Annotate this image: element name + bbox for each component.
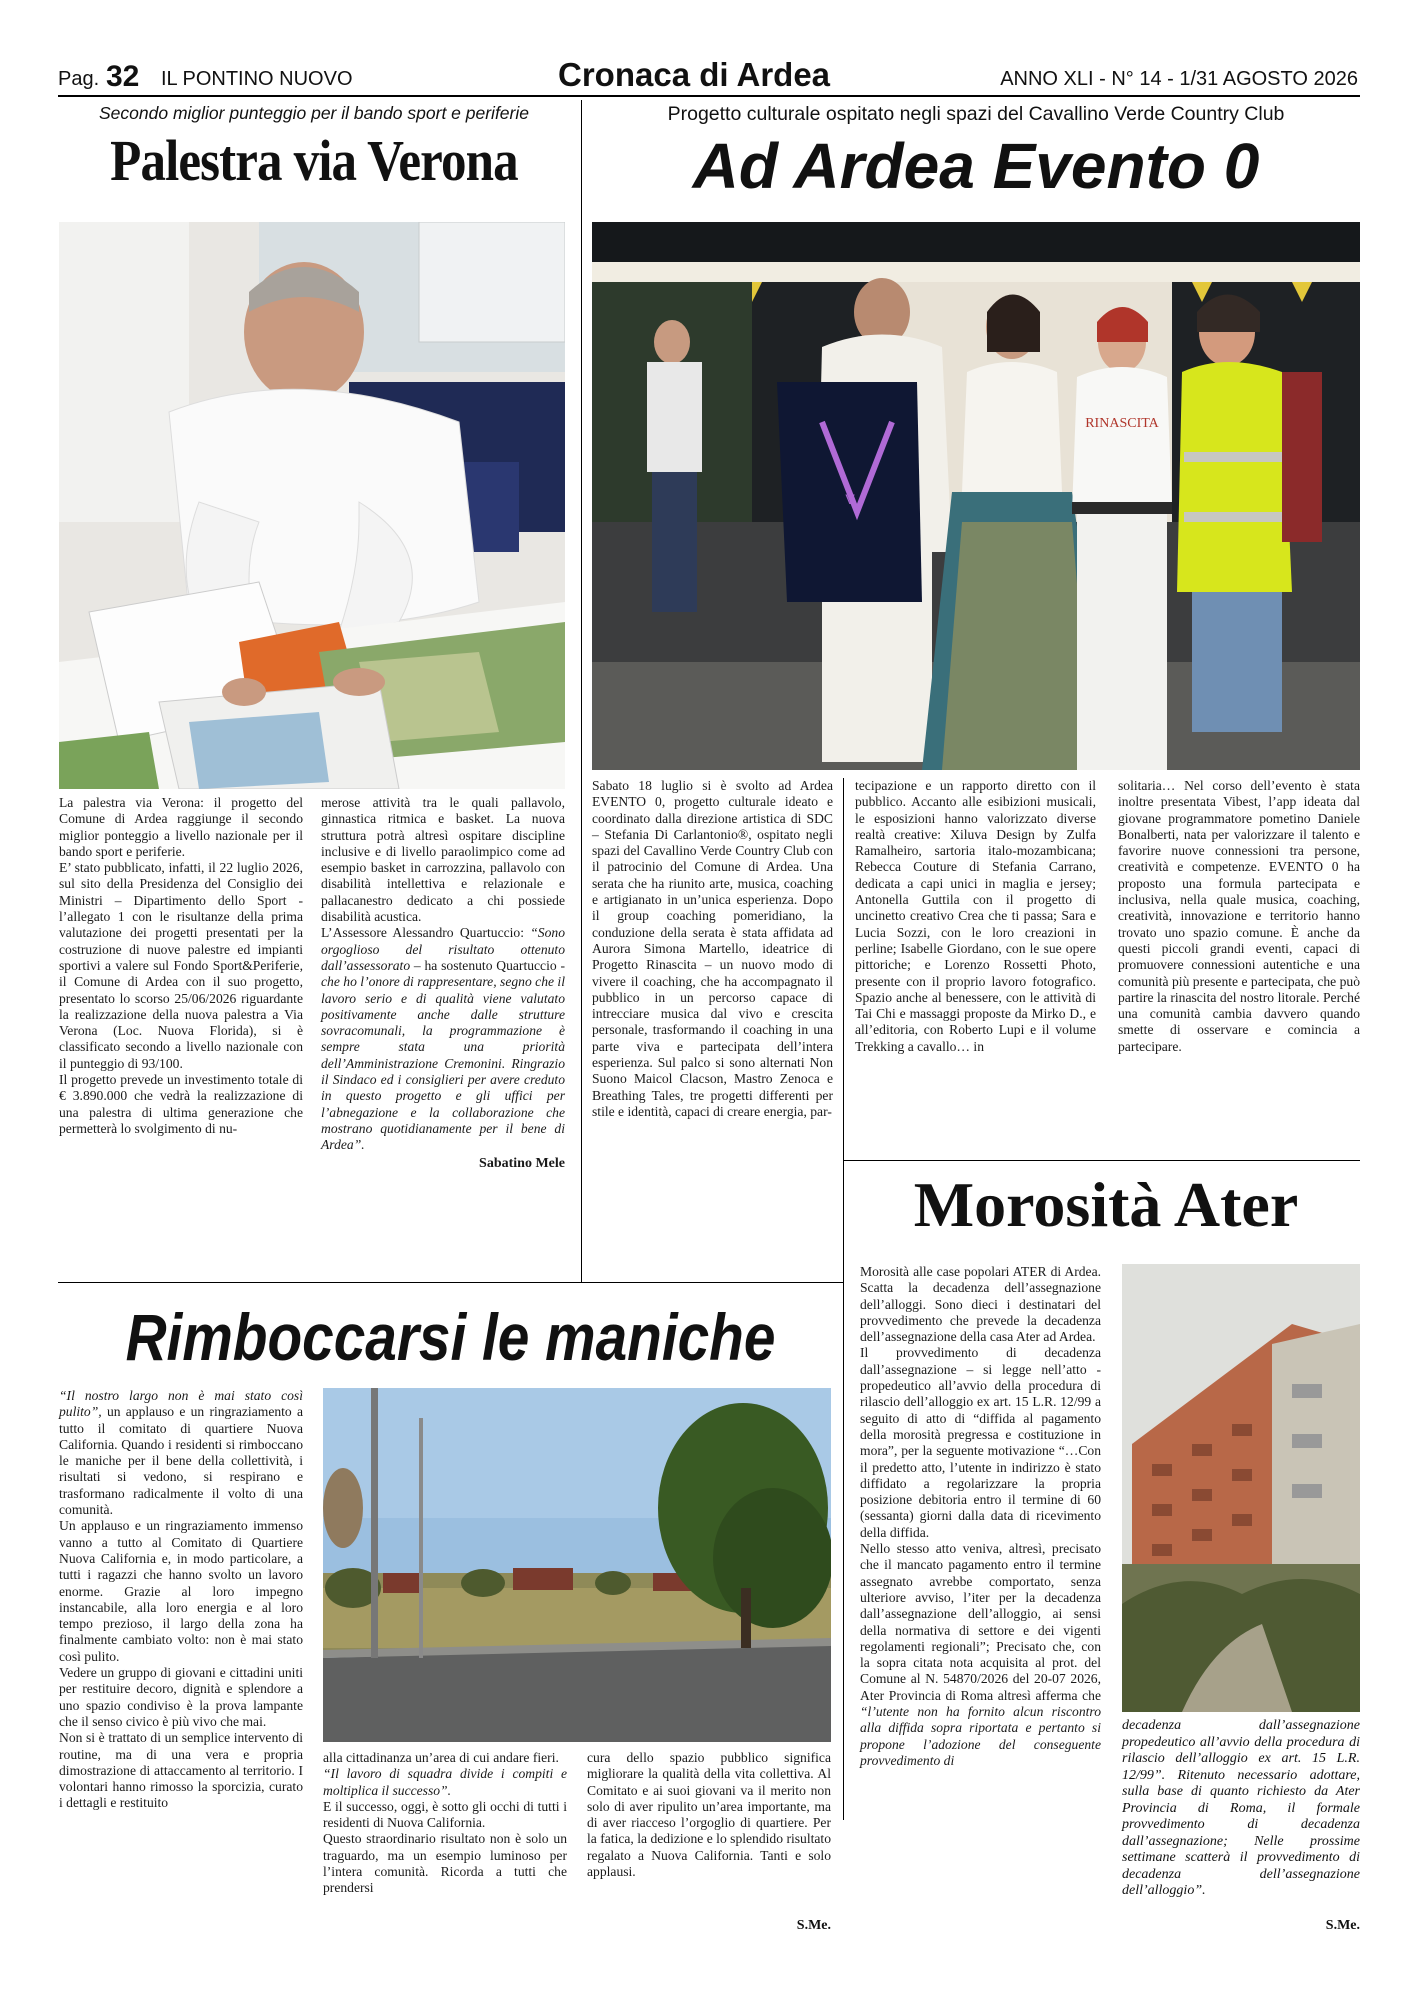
cleaned-park-image (323, 1388, 831, 1742)
rimboccarsi-quote2: “Il lavoro di squadra divide i compiti e moltiplica il successo”. (323, 1766, 567, 1798)
palestra-kicker: Secondo miglior punteggio per il bando sport e periferie (99, 103, 529, 123)
ater-col1-p1: Morosità alle case popolari ATER di Ardea. Scatta la decadenza dell’assegnazione dell’alloggi. Sono dieci i destinatari del provvedimento che prevede la decadenza dell’assegnazione della casa Ater ad Ardea. (860, 1264, 1101, 1345)
rimboccarsi-title: Rimboccarsi le maniche (125, 1300, 776, 1374)
ater-col1-p2: Il provvedimento di decadenza dall’assegnazione – si legge nell’atto - propedeutico all’avvio della procedura di rilascio dell’alloggio ex art. 15 L.R. 12/99 a seguito di atto di “diffida al pagamento della morosità pregressa e costituzione in mora”, per la seguente motivazione “…Con il predetto atto, l’utente in indirizzo è stato diffidato a regolarizzare la propria posizione debitoria entro il termine di 60 (sessanta) giorni dalla data di ricevimento della diffida. (860, 1345, 1101, 1540)
palestra-col1-p2: E’ stato pubblicato, infatti, il 22 luglio 2026, sul sito della Presidenza del Consiglio dei Ministri – Dipartimento dello Sport - l’allegato 1 con le risultanze della prima valutazione dei progetti presentati per la costruzione di nuove palestre ed impianti sportivi a valere sul Fondo Sport&Periferie, il Comune di Ardea con il suo progetto, presentato lo scorso 25/06/2026 riguardante la realizzazione della nuova palestra a Via Verona (Loc. Nuova Florida), si è classificato secondo a livello nazionale con il punteggio di 93/100. (59, 860, 303, 1071)
rimboccarsi-col1-p4: Non si è trattato di un semplice intervento di routine, ma di una vera e propria dimostrazione di attaccamento al territorio. I volontari hanno rimosso la sporcizia, curato i dettagli e restituito (59, 1730, 303, 1811)
page-header (58, 58, 1358, 94)
evento-title: Ad Ardea Evento 0 (692, 130, 1260, 202)
ater-quote: “l’utente non ha fornito alcun riscontro alla diffida sopra riportata e pertanto si propone l’adozione del conseguente provvedimento di (860, 1704, 1101, 1768)
rimboccarsi-photo (323, 1388, 831, 1742)
ater-col1-p3 (860, 1541, 1101, 1769)
tshirt-letter: V (845, 491, 855, 507)
ater-divider (843, 1160, 844, 1820)
event-group-photo-image (592, 222, 1360, 770)
rimboccarsi-col1 (59, 1388, 303, 1812)
palestra-photo (59, 222, 565, 789)
palestra-quote2: che ho l’onore di rappresentare, segno che il lavoro serio e di qualità viene valutato positivamente anche dalle strutture sovracomunali, la programmazione è sempre stata una priorità dell’Amministrazione Cremonini. Ringrazio il Sindaco ed i consiglieri per avere creduto in questo progetto e gli uffici per l’abnegazione e la collaborazione che mostrano quotidianamente per il bene di Ardea”. (321, 974, 565, 1153)
evento-photo (592, 222, 1360, 770)
rimboccarsi-col2-p3: Questo straordinario risultato non è solo un traguardo, ma un esempio luminoso per l’intera comunità. Ricorda a tutti che prendersi (323, 1831, 567, 1896)
palestra-attribution: – ha sostenuto Quartuccio - (413, 957, 565, 973)
palestra-col1 (59, 795, 303, 1137)
palestra-quote1: “Sono orgoglioso del risultato ottenuto dall’assessorato (321, 925, 565, 973)
palestra-col2 (321, 795, 565, 1172)
evento-col3: solitaria… Nel corso dell’evento è stata inoltre presentata Vibest, l’app ideata dal giovane programmatore pometino Daniele Bonalberti, nata per valorizzare il talento e favorire nuove connessioni tra persone, creatività e competenze. EVENTO 0 ha proposto una formula partecipata e inclusiva, nella quale musica, coaching, creatività, innovazione e territorio hanno trovato uno spazio comune. È anche da questi piccoli grandi eventi, capaci di promuovere connessioni autentiche e una comunità più presente e partecipata, che può partire la rinascita del nostro litorale. Perché una comunità cambia davvero quando smette di osservare e comincia a partecipare. (1118, 778, 1360, 1054)
rimboccarsi-signature: S.Me. (796, 1918, 831, 1933)
palestra-col2-p1: merose attività tra le quali pallavolo, ginnastica ritmica e basket. La nuova struttura potrà altresì ospitare discipline inclusive e di livello paraolimpico come ad esempio basket in carrozzina, pallavolo con disabilità intellettiva e relazionale e pallacanestro dedicato a chi possiede disabilità acustica. (321, 795, 565, 925)
ater-col1 (860, 1264, 1101, 1769)
header-rule (58, 95, 1360, 97)
section-title: Cronaca di Ardea (558, 56, 831, 93)
rimboccarsi-col1-p2: Un applauso e un ringraziamento immenso vanno a tutto al Comitato di Quartiere Nuova California e, in modo particolare, a tutti i ragazzi che hanno svolto un lavoro enorme. Grazie al loro impegno instancabile, alla loro energia e al loro tempo prezioso, il largo della zona ha finalmente cambiato volto: non è mai stato così pulito. (59, 1518, 303, 1664)
ater-signature: S.Me. (1325, 1918, 1360, 1933)
rimboccarsi-col2-p2: E il successo, oggi, è sotto gli occhi di tutti i residenti di Nuova California. (323, 1798, 567, 1831)
rimboccarsi-col1-p1 (59, 1388, 303, 1518)
page-number: 32 (106, 60, 140, 93)
ater-top-rule (843, 1160, 1360, 1161)
evento-col1: Sabato 18 luglio si è svolto ad Ardea EVENTO 0, progetto culturale ideato e coordinato dalla direzione artistica di SDC – Stefania Di Carlantonio®, ospitato negli spazi del Cavallino Verde Country Club con il patrocinio del Comune di Ardea. Una serata che ha riunito arte, musica, coaching e artigianato in un’unica esperienza. Dopo il group coaching pomeridiano, la conduzione della serata è stata affidata ad Aurora Simona Martello, ideatrice di Progetto Rinascita – un nuovo modo di vivere il coaching, che ha accompagnato il pubblico in un percorso capace di intrecciare musica dal vivo e crescita personale, trasformando il coaching in una parte viva e partecipata dell’intera esperienza. Sul palco si sono alternati Non Suono Maicol Clacson, Mastro Zenoca e Breathing Tales, tre progetti differenti per stile e identità, capaci di creare energia, par- (592, 778, 833, 1119)
palestra-title: Palestra via Verona (110, 128, 518, 193)
rimboccarsi-quote1: “Il nostro largo non è mai stato così pulito”, (59, 1388, 303, 1420)
ater-title: Morosità Ater (913, 1169, 1299, 1240)
palestra-col1-p3: Il progetto prevede un investimento totale di € 3.890.000 che vedrà la realizzazione di una palestra di ultima generazione che permetterà lo svolgimento di nu- (59, 1072, 303, 1136)
palestra-col2-p2 (321, 925, 565, 1153)
shirt-logo: RINASCITA (1085, 416, 1159, 431)
ater-photo (1122, 1264, 1360, 1712)
palestra-col1-p1: La palestra via Verona: il progetto del Comune di Ardea raggiunge il secondo miglior ponteggio a livello nazionale per il bando sport e periferie. (59, 795, 303, 859)
evento-kicker: Progetto culturale ospitato negli spazi del Cavallino Verde Country Club (667, 103, 1285, 125)
column-divider-top (581, 100, 582, 1282)
rimboccarsi-col2 (323, 1750, 567, 1897)
publication-name: IL PONTINO NUOVO (161, 68, 353, 90)
issue-info: ANNO XLI - N° 14 - 1/31 AGOSTO 2026 (1000, 68, 1358, 90)
ater-col2: decadenza dall’assegnazione propedeutico all’avvio della procedura di rilascio dell’alloggio ex art. 15 L.R. 12/99”. Ritenuto necessario adottare, sulla base di quanto richiesto da Ater Provincia di Roma, il formale provvedimento di decadenza dall’assegnazione; Nelle prossime settimane scatterà il provvedimento di decadenza dell’assegnazione dell’alloggio”. (1122, 1718, 1360, 1898)
page-label: Pag. (58, 68, 100, 90)
palestra-bottom-rule (58, 1282, 843, 1283)
man-signing-documents-image (59, 222, 565, 789)
palestra-signature: Sabatino Mele (479, 1155, 565, 1171)
evento-col2: tecipazione e un rapporto diretto con il pubblico. Accanto alle esibizioni musicali, le esposizioni hanno valorizzato diverse realtà creative: Xiluva Design by Zulfa Ramalheiro, sartoria italo-mozambicana; Rebecca Couture di Stefania Carrano, dedicata a capi unici in maglia e jersey; Antonella Guttila con il progetto di uncinetto creativo Crea che ti passa; Sara e Lucia Sozzi, con le loro creazioni in perline; Isabelle Giordano, con le sue opere pittoriche; e Lorenzo Rossetti Photo, presente con il proprio lavoro fotografico. Spazio anche al benessere, con le attività di Tai Chi e massaggi proposte da Mirko D., e all’editoria, con Roberto Lupi e il volume Trekking a cavallo… in (855, 778, 1096, 1054)
rimboccarsi-col3: cura dello spazio pubblico significa migliorare la qualità della vita collettiva. Al Comitato e ai suoi giovani va il merito non solo di aver ripulito un’area importante, ma di aver riacceso l’orgoglio di quartiere. Per la fatica, la dedizione e lo splendido risultato regalato a Nuova California. Tanti e solo applausi. (587, 1750, 831, 1880)
palestra-assessore: L’Assessore Alessandro Quartuccio: (321, 925, 524, 941)
rimboccarsi-col1-p1-text: un applauso e un ringraziamento a tutto il comitato di quartiere Nuova California. Quando i residenti si rimboccano le maniche per il bene della collettività, i risultati si vedono, si respirano e trasformano radicalmente il volto di una comunità. (59, 1404, 303, 1518)
rimboccarsi-col1-p3: Vedere un gruppo di giovani e cittadini uniti per restituire decoro, dignità e splendore a uno spazio condiviso è la prova lampante che il senso civico è più vivo che mai. (59, 1665, 303, 1729)
ater-building-image (1122, 1264, 1360, 1712)
rimboccarsi-col2-p1: alla cittadinanza un’area di cui andare fieri. (323, 1750, 559, 1765)
ater-col1-p3-text: Nello stesso atto veniva, altresì, precisato che il mancato pagamento entro il termine assegnato avrebbe comportato, senza ulteriore avviso, l’iter per la decadenza dall’assegnazione dell’alloggio, ai sensi della normativa di settore e dei vigenti regolamenti regionali”; Precisato che, con la sopra citata nota acquisita al prot. del Comune al N. 54870/2026 del 20-07 2026, Ater Provincia di Roma altresì afferma che (860, 1541, 1101, 1703)
